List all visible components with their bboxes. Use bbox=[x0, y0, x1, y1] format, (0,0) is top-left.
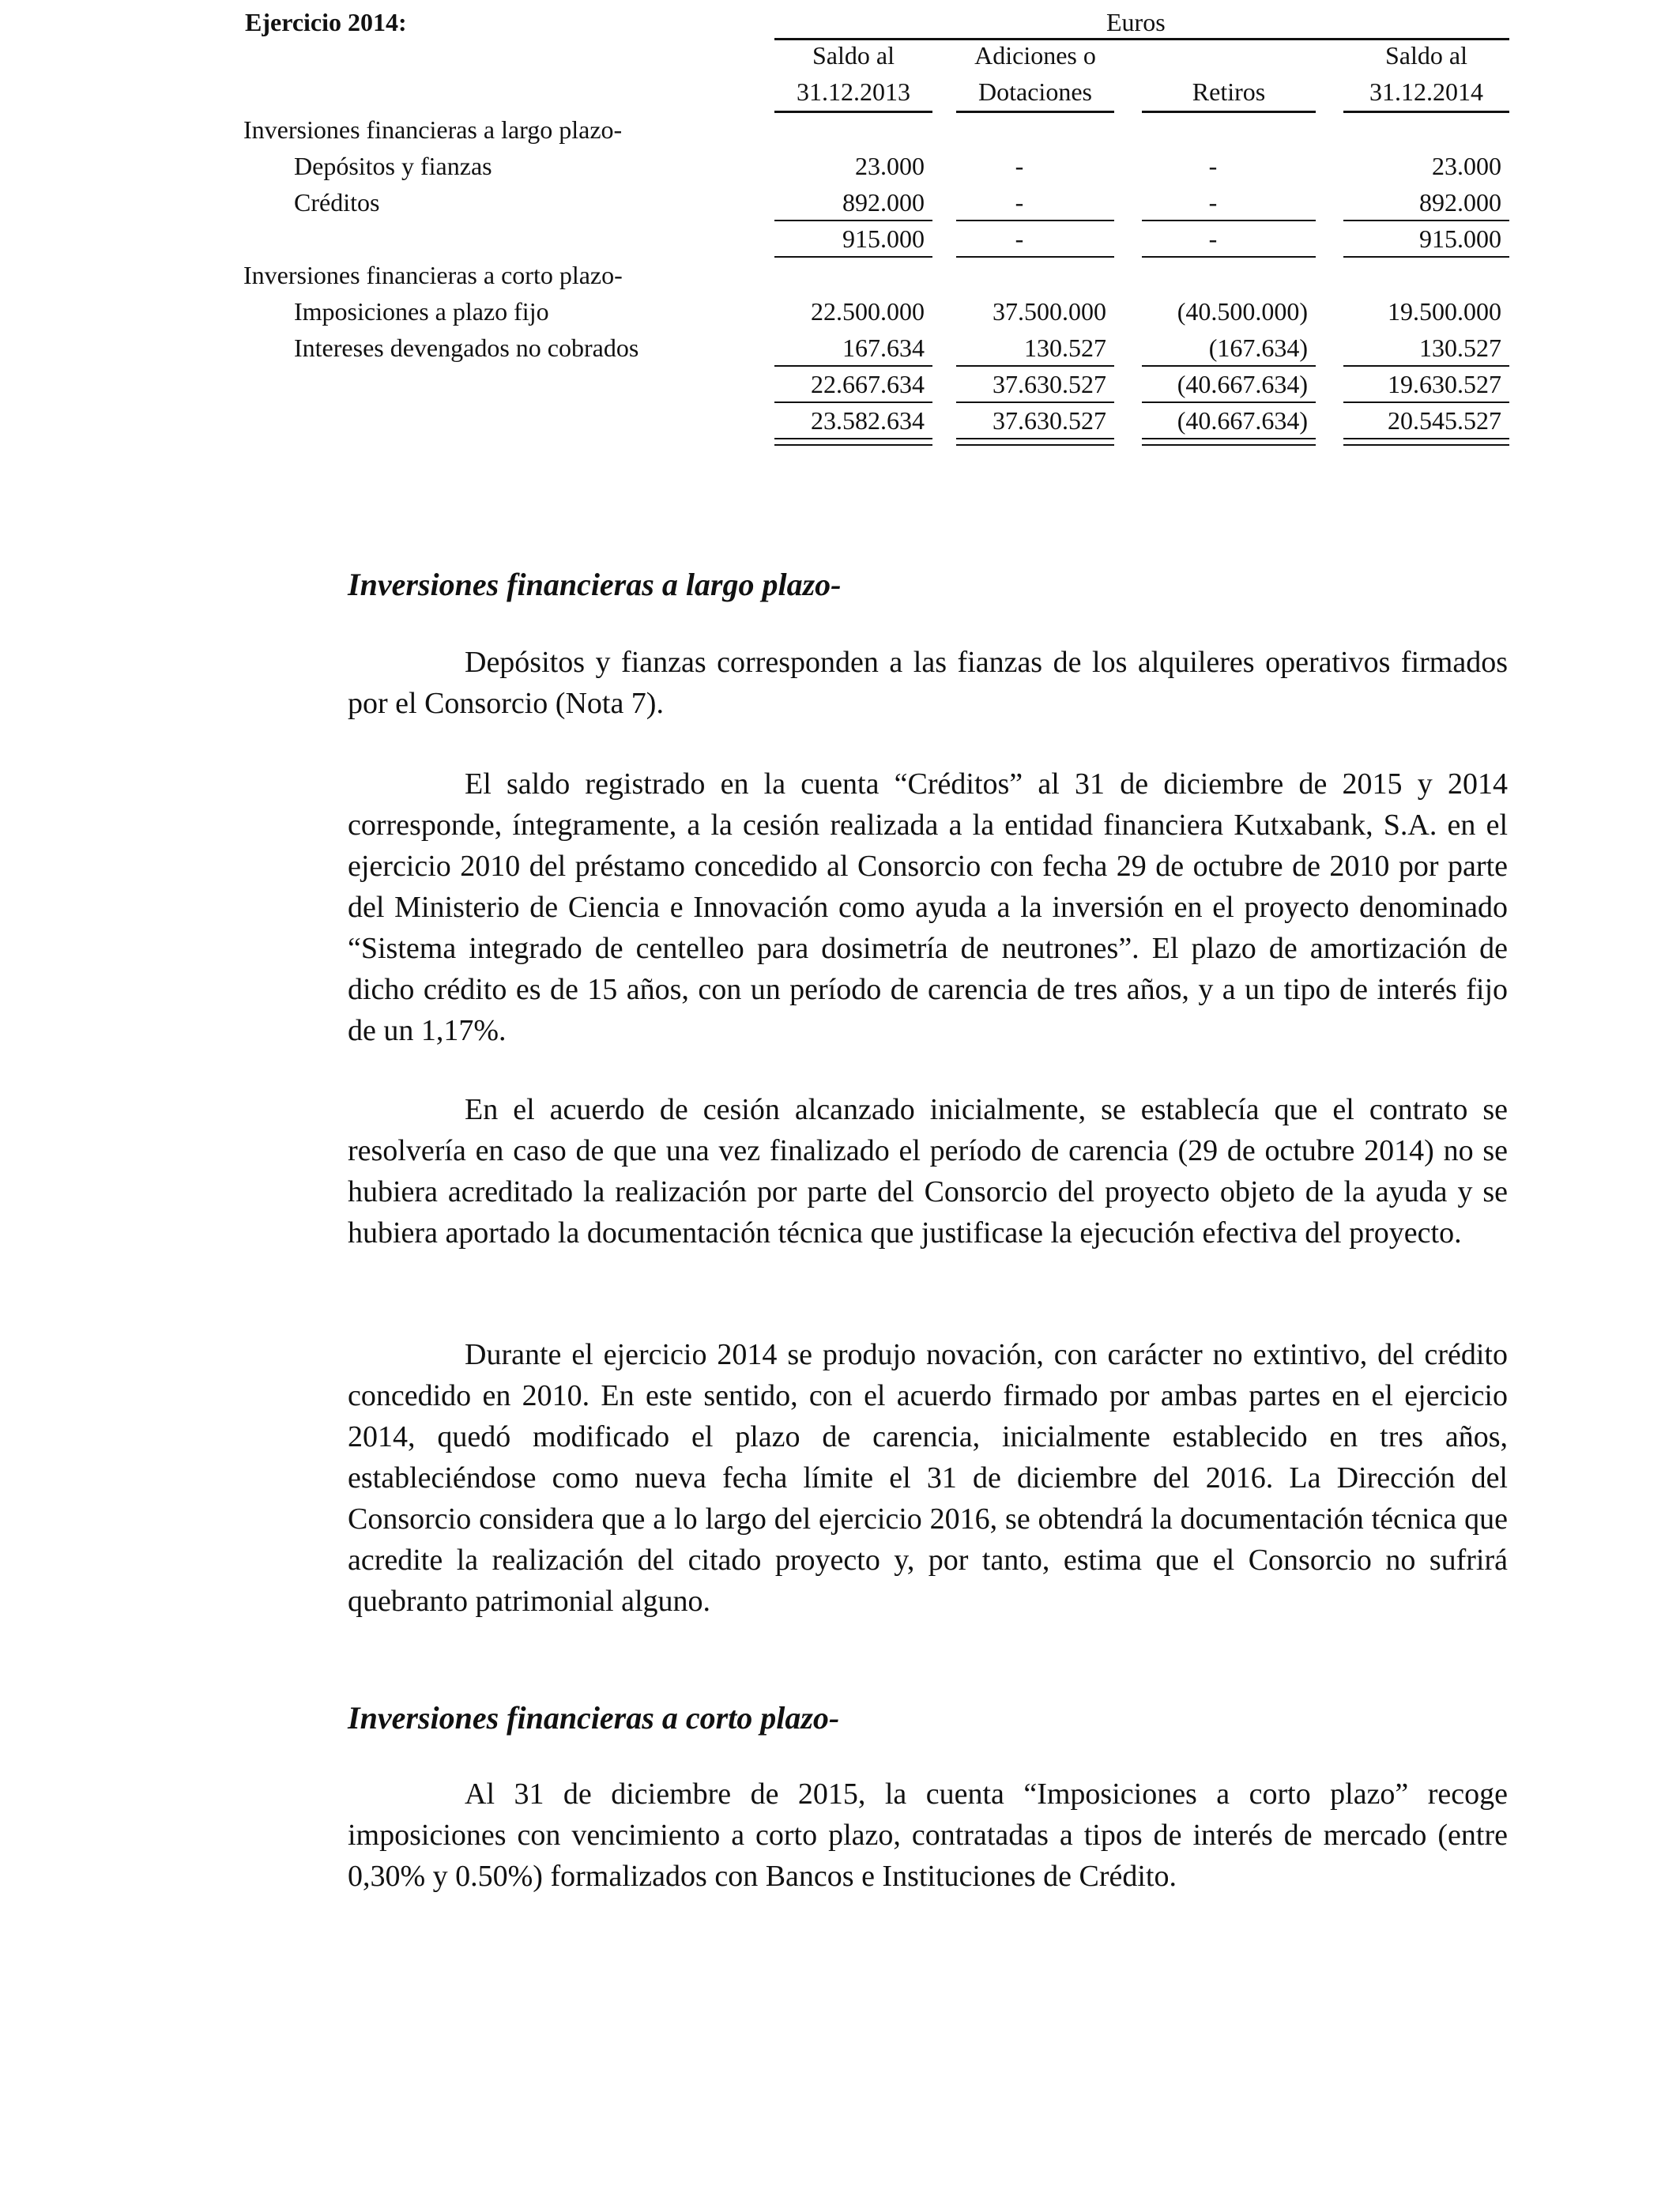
subtotal-rule bbox=[774, 401, 932, 403]
subtotal-rule bbox=[956, 401, 1114, 403]
row-label: Imposiciones a plazo fijo bbox=[294, 297, 549, 326]
long-term-heading: Inversiones financieras a largo plazo- bbox=[348, 567, 842, 602]
total-double-rule-lower bbox=[1343, 444, 1509, 446]
cell-value: (40.667.634) bbox=[1177, 370, 1308, 398]
column-header-line2: 31.12.2014 bbox=[1369, 77, 1483, 106]
subtotal-rule bbox=[956, 365, 1114, 367]
cell-value: (167.634) bbox=[1208, 334, 1308, 362]
long-term-paragraph-2: El saldo registrado en la cuenta “Créditos” al 31 de diciembre de 2015 y 2014 corresponde, íntegramente, a la cesión realizada a la entidad financiera Kutxabank, S.A. en el ejercicio 2010 del préstamo concedido al Consorcio con fecha 29 de octubre de 2010 por parte del Ministerio de Ciencia e Innovación como ayuda a la inversión en el proyecto denominado “Sistema integrado de centelleo para dosimetría de neutrones”. El plazo de amortización de dicho crédito es de 15 años, con un período de carencia de tres años, y a un tipo de interés fijo de un 1,17%. bbox=[348, 767, 1508, 1047]
cell-value: 915.000 bbox=[842, 224, 925, 253]
subtotal-rule bbox=[1142, 220, 1316, 221]
cell-value: (40.667.634) bbox=[1177, 406, 1308, 435]
cell-value: - bbox=[1208, 152, 1218, 180]
cell-value: 892.000 bbox=[1419, 188, 1501, 217]
column-header-underline bbox=[1343, 111, 1509, 113]
total-double-rule-upper bbox=[1142, 438, 1316, 439]
column-header-underline bbox=[774, 111, 932, 113]
cell-value: - bbox=[1015, 188, 1024, 217]
subtotal-underline bbox=[774, 256, 932, 258]
cell-value: 130.527 bbox=[1024, 334, 1106, 362]
subtotal-rule bbox=[1343, 220, 1509, 221]
subtotal-rule bbox=[1343, 401, 1509, 403]
total-double-rule-lower bbox=[956, 444, 1114, 446]
total-double-rule-upper bbox=[774, 438, 932, 439]
subtotal-rule bbox=[1142, 401, 1316, 403]
row-label: Créditos bbox=[294, 188, 380, 217]
long-term-paragraph-4: Durante el ejercicio 2014 se produjo novación, con carácter no extintivo, del crédito concedido en 2010. En este sentido, con el acuerdo firmado por ambas partes en el ejercicio 2014, quedó modificado el plazo de carencia, inicialmente establecido en tres años, estableciéndose como nueva fecha límite el 31 de diciembre del 2016. La Dirección del Consorcio considera que a lo largo del ejercicio 2016, se obtendrá la documentación técnica que acredite la realización del citado proyecto y, por tanto, estima que el Consorcio no sufrirá quebranto patrimonial alguno. bbox=[348, 1338, 1508, 1618]
row-label: Intereses devengados no cobrados bbox=[294, 334, 639, 362]
subtotal-rule bbox=[774, 365, 932, 367]
cell-value: - bbox=[1208, 224, 1218, 253]
subtotal-underline bbox=[956, 256, 1114, 258]
section-label: Inversiones financieras a corto plazo- bbox=[243, 261, 623, 289]
cell-value: 167.634 bbox=[842, 334, 925, 362]
cell-value: 23.582.634 bbox=[811, 406, 925, 435]
long-term-paragraph-1: Depósitos y fianzas corresponden a las fianzas de los alquileres operativos firmados por el Consorcio (Nota 7). bbox=[348, 646, 1508, 720]
cell-value: 19.630.527 bbox=[1388, 370, 1501, 398]
short-term-heading: Inversiones financieras a corto plazo- bbox=[348, 1700, 840, 1736]
subtotal-rule bbox=[1343, 365, 1509, 367]
short-term-paragraph-1: Al 31 de diciembre de 2015, la cuenta “Imposiciones a corto plazo” recoge imposiciones con vencimiento a corto plazo, contratadas a tipos de interés de mercado (entre 0,30% y 0.50%) formalizados con Bancos e Instituciones de Crédito. bbox=[348, 1777, 1508, 1893]
cell-value: (40.500.000) bbox=[1177, 297, 1308, 326]
cell-value: 130.527 bbox=[1419, 334, 1501, 362]
subtotal-underline bbox=[1142, 256, 1316, 258]
total-double-rule-upper bbox=[1343, 438, 1509, 439]
cell-value: 915.000 bbox=[1419, 224, 1501, 253]
cell-value: 19.500.000 bbox=[1388, 297, 1501, 326]
cell-value: 22.500.000 bbox=[811, 297, 925, 326]
total-double-rule-lower bbox=[774, 444, 932, 446]
column-header-line1: Saldo al bbox=[812, 41, 895, 70]
column-header-underline bbox=[956, 111, 1114, 113]
column-header-line2: Dotaciones bbox=[978, 77, 1092, 106]
total-double-rule-lower bbox=[1142, 444, 1316, 446]
total-double-rule-upper bbox=[956, 438, 1114, 439]
cell-value: - bbox=[1015, 152, 1024, 180]
subtotal-rule bbox=[1142, 365, 1316, 367]
cell-value: 892.000 bbox=[842, 188, 925, 217]
cell-value: 37.630.527 bbox=[993, 406, 1106, 435]
cell-value: - bbox=[1015, 224, 1024, 253]
cell-value: 20.545.527 bbox=[1388, 406, 1501, 435]
column-header-line1: Saldo al bbox=[1385, 41, 1467, 70]
exercise-title: Ejercicio 2014: bbox=[245, 8, 407, 36]
currency-label: Euros bbox=[1106, 8, 1166, 36]
cell-value: 23.000 bbox=[1432, 152, 1501, 180]
subtotal-rule bbox=[774, 220, 932, 221]
cell-value: 37.500.000 bbox=[993, 297, 1106, 326]
column-header-line2: 31.12.2013 bbox=[797, 77, 910, 106]
column-header-line2: Retiros bbox=[1192, 77, 1266, 106]
cell-value: - bbox=[1208, 188, 1218, 217]
cell-value: 22.667.634 bbox=[811, 370, 925, 398]
section-label: Inversiones financieras a largo plazo- bbox=[243, 115, 623, 144]
long-term-paragraph-3: En el acuerdo de cesión alcanzado inicialmente, se establecía que el contrato se resolvería en caso de que una vez finalizado el período de carencia (29 de octubre 2014) no se hubiera acreditado la realización por parte del Consorcio del proyecto objeto de la ayuda y se hubiera aportado la documentación técnica que justificase la ejecución efectiva del proyecto. bbox=[348, 1093, 1508, 1250]
column-header-underline bbox=[1142, 111, 1316, 113]
subtotal-rule bbox=[956, 220, 1114, 221]
cell-value: 37.630.527 bbox=[993, 370, 1106, 398]
subtotal-underline bbox=[1343, 256, 1509, 258]
column-header-line1: Adiciones o bbox=[974, 41, 1096, 70]
row-label: Depósitos y fianzas bbox=[294, 152, 492, 180]
cell-value: 23.000 bbox=[855, 152, 925, 180]
